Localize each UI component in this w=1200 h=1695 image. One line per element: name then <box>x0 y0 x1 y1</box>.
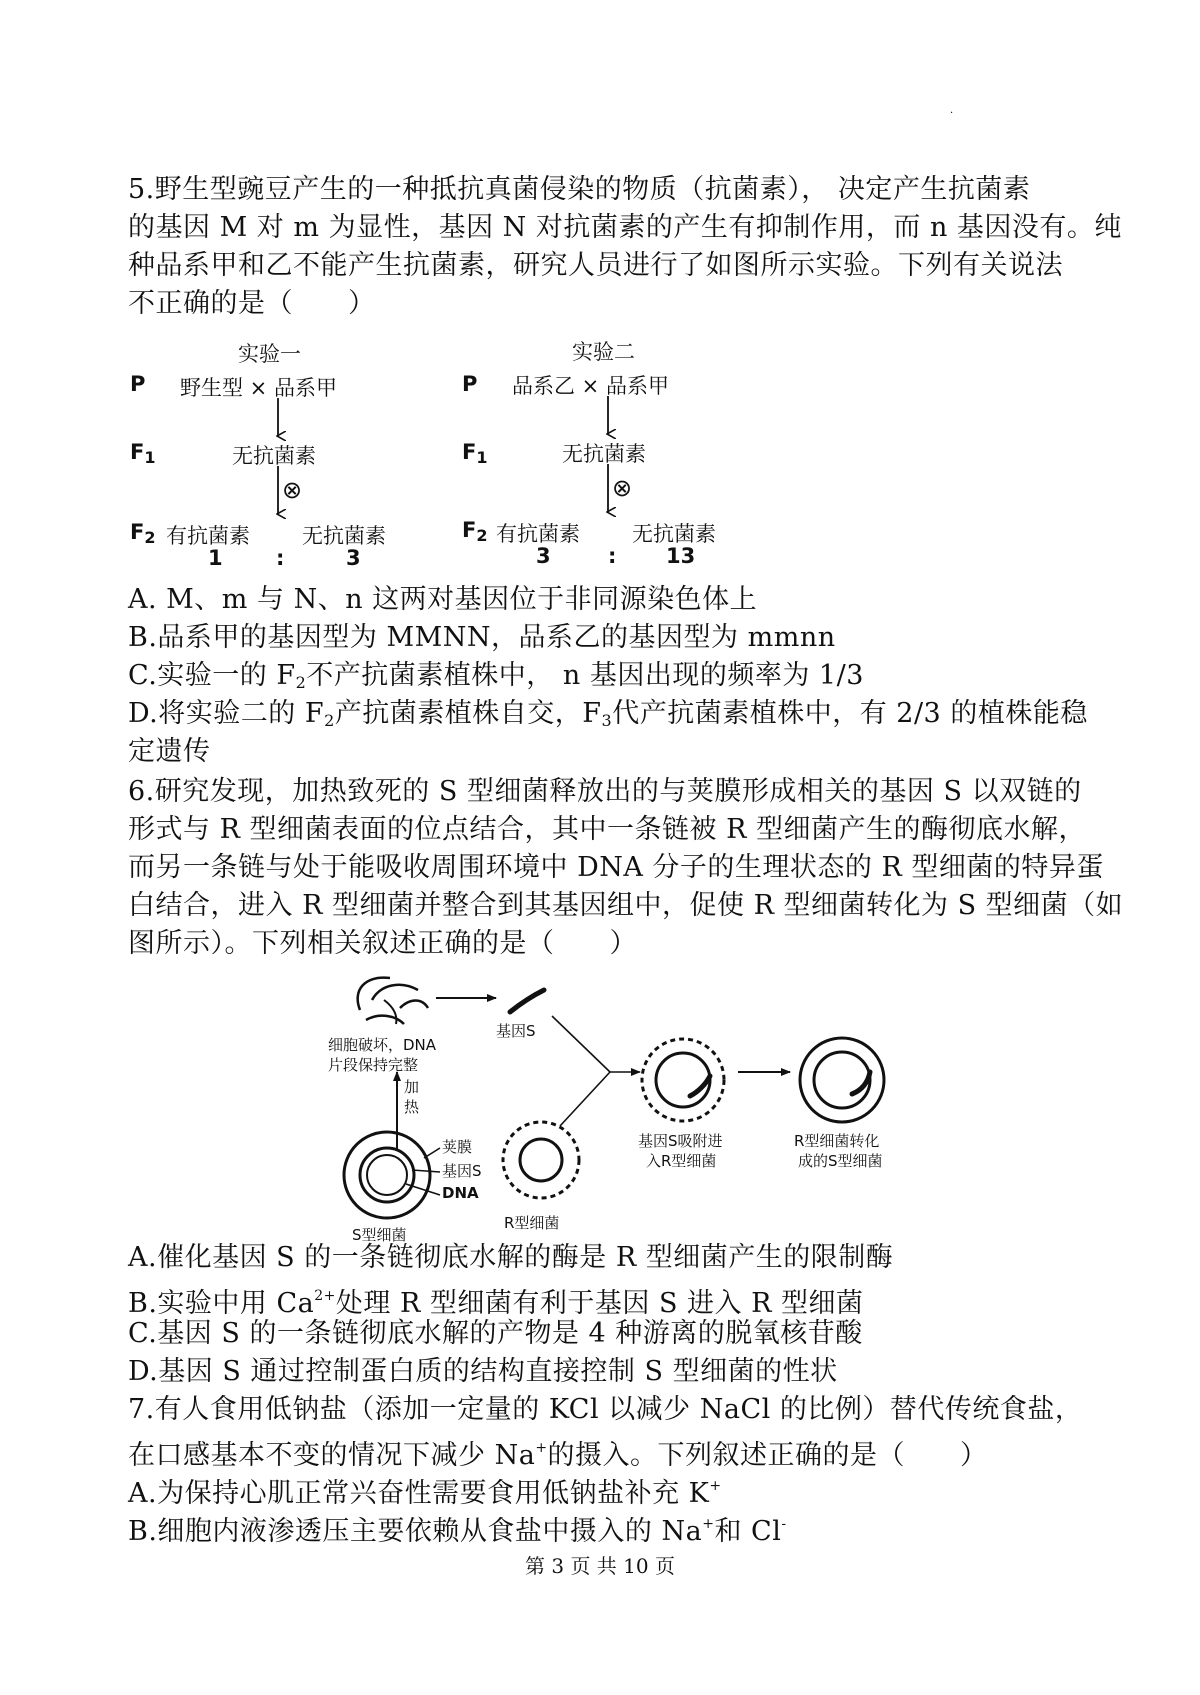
q6-option-d: D.基因 S 通过控制蛋白质的结构直接控制 S 型细菌的性状 <box>128 1356 838 1387</box>
exp2-p-label: P <box>462 372 478 396</box>
heat-label-1: 加 <box>404 1078 420 1096</box>
exp1-f1-phenotype: 无抗菌素 <box>232 444 316 468</box>
exp1-f1-label: $F_1$ <box>130 440 156 467</box>
q5-option-d: D.将实验二的 $F_2$产抗菌素植株自交，$F_3$代产抗菌素植株中，有 2/3 的植株能稳 <box>128 698 1088 730</box>
exp2-ratio-sep: : <box>608 544 617 568</box>
exp1-ratio-right: 3 <box>346 546 361 570</box>
q7-option-b: B.细胞内液渗透压主要依赖从食盐中摄入的 Na+和 Cl- <box>128 1516 787 1547</box>
exp1-title: 实验一 <box>238 342 301 366</box>
gene-s-fragment <box>510 990 544 1012</box>
q7-stem-line-1: 7.有人食用低钠盐（添加一定量的 KCl 以减少 NaCl 的比例）替代传统食盐， <box>128 1394 1083 1425</box>
q5-option-b: B.品系甲的基因型为 MMNN，品系乙的基因型为 mmnn <box>128 622 836 653</box>
exp2-f1-label: $F_1$ <box>462 440 488 467</box>
s-cell-icon <box>344 1132 430 1218</box>
exp2-ratio-right: 13 <box>666 544 696 568</box>
q6-stem-line-5: 图所示）。下列相关叙述正确的是（ ） <box>128 928 637 959</box>
q5-option-a: A. M、m 与 N、n 这两对基因位于非同源染色体上 <box>128 584 758 615</box>
exp1-self-symbol: ⊗ <box>282 476 303 504</box>
exp1-p-label: P <box>130 372 146 396</box>
broken-cell-label-2: 片段保持完整 <box>328 1056 419 1074</box>
converge-line-bottom <box>560 1072 610 1126</box>
adsorb-label-2: 入R型细菌 <box>646 1152 717 1170</box>
exp1-ratio-left: 1 <box>208 546 223 570</box>
transformed-s-cell-icon <box>800 1038 884 1122</box>
q5-option-c: C.实验一的 $F_2$不产抗菌素植株中， n 基因出现的频率为 1/3 <box>128 660 864 692</box>
exp1-f2-label: $F_2$ <box>130 520 156 547</box>
exp2-ratio-left: 3 <box>536 544 551 568</box>
exp1-parents: 野生型 × 品系甲 <box>180 376 337 400</box>
q7-stem-line-2: 在口感基本不变的情况下减少 Na+的摄入。下列叙述正确的是（ ） <box>128 1440 988 1471</box>
heat-label-2: 热 <box>404 1098 420 1116</box>
q6-option-a: A.催化基因 S 的一条链彻底水解的酶是 R 型细菌产生的限制酶 <box>128 1242 894 1273</box>
capsule-pointer <box>424 1148 440 1158</box>
exp2-title: 实验二 <box>572 340 635 364</box>
adsorbing-cell-icon <box>642 1039 724 1121</box>
q6-stem-line-4: 白结合，进入 R 型细菌并整合到其基因组中，促使 R 型细菌转化为 S 型细菌（如 <box>128 890 1124 921</box>
exp1-f2-left: 有抗菌素 <box>166 524 250 548</box>
exp2-parents: 品系乙 × 品系甲 <box>512 374 669 398</box>
q5-stem-line-1: 5.野生型豌豆产生的一种抵抗真菌侵染的物质（抗菌素）， 决定产生抗菌素 <box>128 174 1031 205</box>
exp2-f1-phenotype: 无抗菌素 <box>562 442 646 466</box>
q6-option-b: B.实验中用 $Ca^{2+}$处理 R 型细菌有利于基因 S 进入 R 型细菌 <box>128 1288 864 1319</box>
converge-line-top <box>552 1016 610 1072</box>
r-cell-label: R型细菌 <box>504 1214 560 1232</box>
gene-s-pointer <box>412 1170 440 1172</box>
exp1-f2-right: 无抗菌素 <box>302 524 386 548</box>
q5-stem-line-4: 不正确的是（ ） <box>128 288 376 319</box>
q5-option-d-cont: 定遗传 <box>128 736 211 767</box>
broken-cell-icon <box>358 978 428 1024</box>
exp2-self-symbol: ⊗ <box>612 474 633 502</box>
exp2-f2-label: $F_2$ <box>462 518 488 545</box>
gene-s-label: 基因S <box>496 1022 536 1040</box>
q5-stem-line-3: 种品系甲和乙不能产生抗菌素，研究人员进行了如图所示实验。下列有关说法 <box>128 250 1063 281</box>
dna-label: DNA <box>442 1184 479 1202</box>
r-cell-icon <box>503 1122 579 1198</box>
gene-s-label-2: 基因S <box>442 1162 482 1180</box>
exp2-f2-right: 无抗菌素 <box>632 522 716 546</box>
q5-stem-line-2: 的基因 M 对 m 为显性，基因 N 对抗菌素的产生有抑制作用，而 n 基因没有。纯 <box>128 212 1122 243</box>
transformed-label-1: R型细菌转化 <box>794 1132 880 1150</box>
page-footer: 第 3 页 共 10 页 <box>525 1554 675 1578</box>
q6-stem-line-1: 6.研究发现，加热致死的 S 型细菌释放出的与荚膜形成相关的基因 S 以双链的 <box>128 776 1082 807</box>
capsule-label: 荚膜 <box>442 1138 473 1156</box>
page-speck: · <box>950 108 954 119</box>
exp1-ratio-sep: : <box>276 546 285 570</box>
q6-option-c: C.基因 S 的一条链彻底水解的产物是 4 种游离的脱氧核苷酸 <box>128 1318 863 1349</box>
q7-option-a: A.为保持心肌正常兴奋性需要食用低钠盐补充 K+ <box>128 1478 722 1509</box>
s-cell-label: S型细菌 <box>352 1226 407 1244</box>
transformed-label-2: 成的S型细菌 <box>798 1152 883 1170</box>
q6-stem-line-3: 而另一条链与处于能吸收周围环境中 DNA 分子的生理状态的 R 型细菌的特异蛋 <box>128 852 1104 883</box>
q6-stem-line-2: 形式与 R 型细菌表面的位点结合，其中一条链被 R 型细菌产生的酶彻底水解， <box>128 814 1086 845</box>
broken-cell-label-1: 细胞破坏，DNA <box>328 1036 437 1054</box>
adsorb-label-1: 基因S吸附进 <box>638 1132 723 1150</box>
exp2-f2-left: 有抗菌素 <box>496 522 580 546</box>
